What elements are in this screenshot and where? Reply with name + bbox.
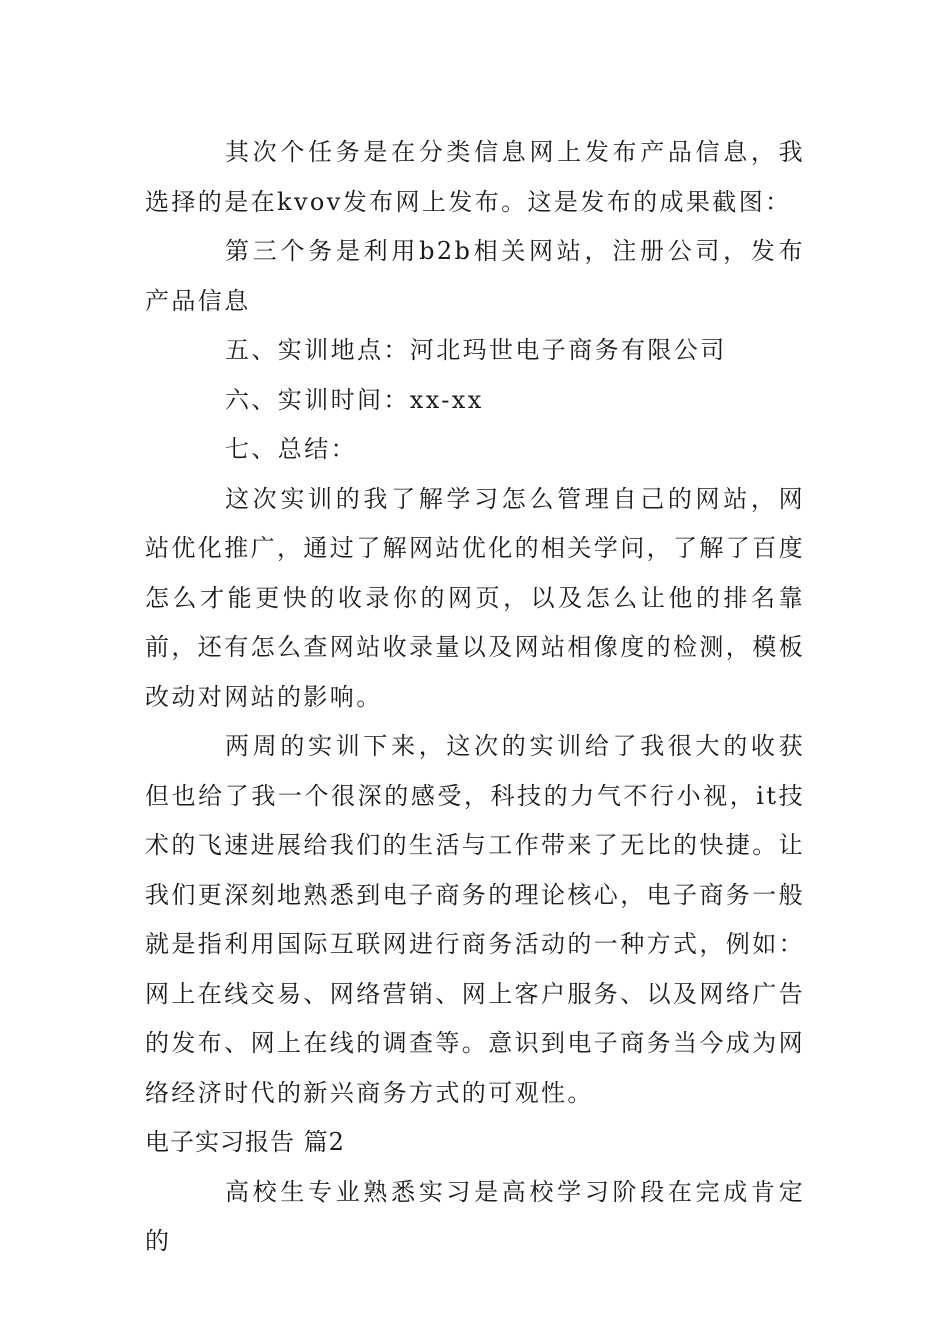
paragraph-training-location: 五、实训地点：河北玛世电子商务有限公司 xyxy=(225,336,727,364)
paragraph-third-task: 第三个务是利用b2b相关网站，注册公司，发布产品信息 xyxy=(145,237,805,315)
paragraph-second-task: 其次个任务是在分类信息网上发布产品信息，我选择的是在kvov发布网上发布。这是发布的成果截图： xyxy=(145,138,805,216)
section-heading: 电子实习报告 篇2 xyxy=(145,1128,345,1156)
paragraph-training-time: 六、实训时间：xx-xx xyxy=(225,385,484,414)
paragraph-summary-heading: 七、总结： xyxy=(225,435,357,463)
paragraph-summary-2: 两周的实训下来，这次的实训给了我很大的收获但也给了我一个很深的感受，科技的力气不行小视，it技术的飞速进展给我们的生活与工作带来了无比的快捷。让我们更深刻地熟悉到电子商务的理论核心，电子商务一般就是指利用国际互联网进行商务活动的一种方式，例如：网上在线交易、网络营销、网上客户服务、以及网络广告的发布、网上在线的调查等。意识到电子商务当今成为网络经济时代的新兴商务方式的可观性。 xyxy=(145,732,805,1107)
paragraph-summary-1: 这次实训的我了解学习怎么管理自己的网站，网站优化推广，通过了解网站优化的相关学问，了解了百度怎么才能更快的收录你的网页，以及怎么让他的排名靠前，还有怎么查网站收录量以及网站相像度的检测，模板改动对网站的影响。 xyxy=(145,484,805,711)
paragraph-intro: 高校生专业熟悉实习是高校学习阶段在完成肯定的 xyxy=(145,1177,805,1255)
document-body xyxy=(145,128,805,1267)
